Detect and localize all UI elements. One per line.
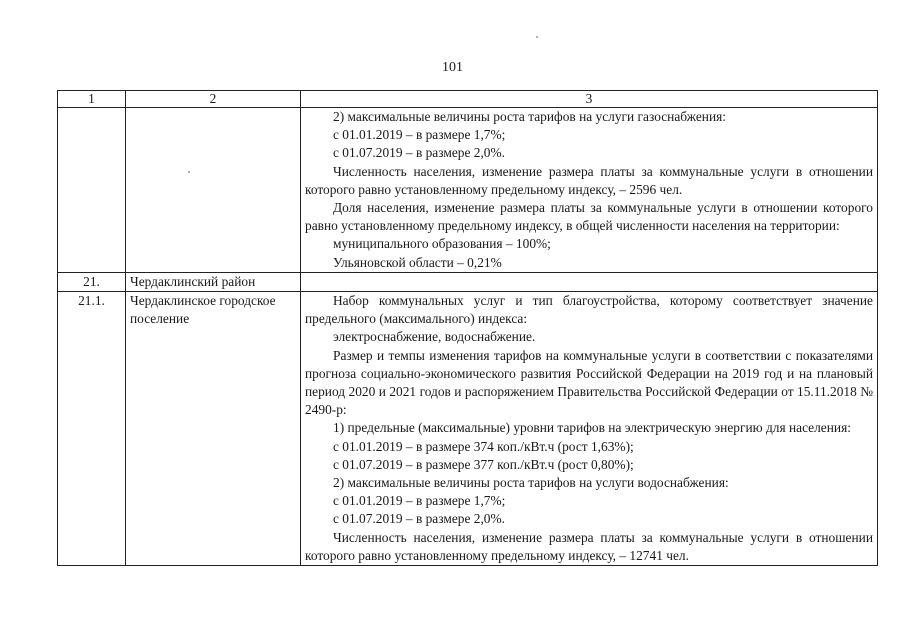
table-header-row <box>58 91 878 108</box>
table-row <box>58 292 878 566</box>
row-name-cell: Чердаклинский район <box>126 272 301 291</box>
row-number-cell: 21. <box>58 272 126 291</box>
text-paragraph: Размер и темпы изменения тарифов на коммунальные услуги в соответствии с показателями прогноза социально-экономического развития Российской Федерации на 2019 год и на плановый период 2020 и 2021 годов и распоряжением Правительства Российской Федерации от 15.11.2018 № 2490-р: <box>305 347 873 418</box>
text-line: Ульяновской области – 0,21% <box>333 254 502 270</box>
text-line: с 01.07.2019 – в размере 2,0%. <box>333 511 505 527</box>
row-name-cell <box>126 108 301 273</box>
text-paragraph: Доля населения, изменение размера платы за коммунальные услуги в отношении которого равно установленному предельному индексу, в общей численности населения на территории: <box>305 200 873 234</box>
text-paragraph: Набор коммунальных услуг и тип благоустройства, которому соответствует значение предельного (максимального) индекса: <box>305 293 873 327</box>
text-line: с 01.01.2019 – в размере 374 коп./кВт.ч (рост 1,63%); <box>333 438 634 454</box>
row-content-cell <box>301 272 878 291</box>
row-content-cell <box>301 292 878 566</box>
text-paragraph: 1) предельные (максимальные) уровни тарифов на электрическую энергию для населения: <box>333 420 851 436</box>
page-number: 101 <box>442 60 463 75</box>
scan-speck <box>536 36 538 38</box>
row-name-cell: Чердаклинское городское поселение <box>126 292 301 566</box>
text-paragraph: Численность населения, изменение размера платы за коммунальные услуги в отношении которого равно установленному предельному индексу, – 2596 чел. <box>305 163 873 197</box>
table-row <box>58 272 878 291</box>
text-line: с 01.01.2019 – в размере 1,7%; <box>333 127 506 143</box>
header-col-3: 3 <box>301 91 878 108</box>
header-col-1: 1 <box>58 91 126 108</box>
text-line: с 01.07.2019 – в размере 2,0%. <box>333 145 505 161</box>
row-number-cell <box>58 108 126 273</box>
row-number-cell: 21.1. <box>58 292 126 566</box>
row-content-cell <box>301 108 878 273</box>
text-line: электроснабжение, водоснабжение. <box>333 329 536 345</box>
table-row <box>58 108 878 273</box>
text-line: муниципального образования – 100%; <box>333 236 551 252</box>
text-line: 2) максимальные величины роста тарифов на услуги газоснабжения: <box>333 109 726 124</box>
text-line: 2) максимальные величины роста тарифов на услуги водоснабжения: <box>333 475 729 491</box>
text-line: с 01.01.2019 – в размере 1,7%; <box>333 493 506 509</box>
header-col-2: 2 <box>126 91 301 108</box>
text-line: с 01.07.2019 – в размере 377 коп./кВт.ч (рост 0,80%); <box>333 456 634 472</box>
tariff-table <box>57 90 878 566</box>
text-paragraph: Численность населения, изменение размера платы за коммунальные услуги в отношении которого равно установленному предельному индексу, – 12741 чел. <box>305 529 873 563</box>
